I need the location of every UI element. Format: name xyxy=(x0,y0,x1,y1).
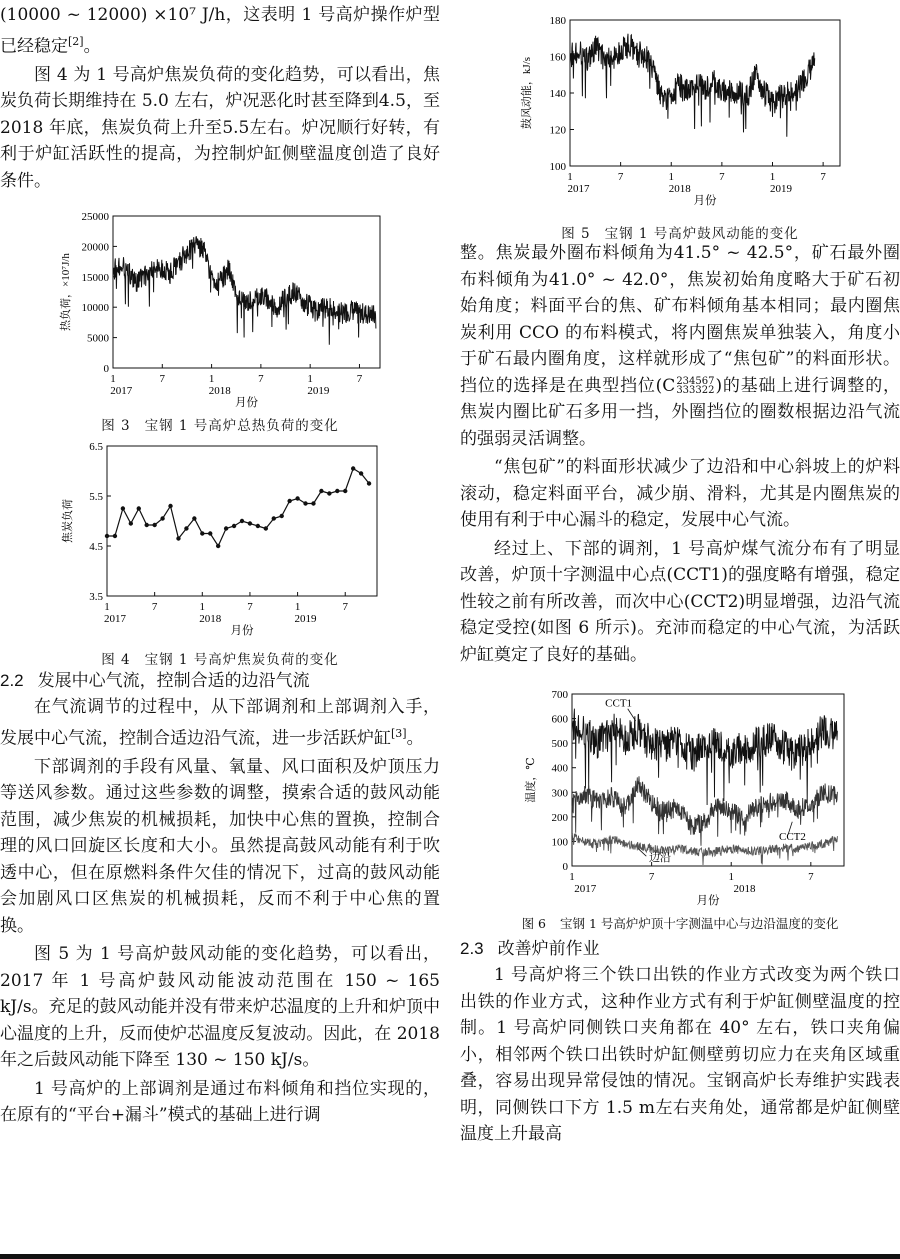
data-point xyxy=(359,471,363,475)
series-label-CCT1: CCT1 xyxy=(605,697,633,710)
x-tick-label: 1 xyxy=(307,373,313,386)
y-tick-label: 3.5 xyxy=(89,591,103,604)
x-tick-label: 7 xyxy=(159,373,166,386)
y-tick-label: 15000 xyxy=(81,271,109,284)
y-tick-label: 700 xyxy=(551,689,568,701)
data-point xyxy=(224,526,228,530)
right-column xyxy=(460,0,900,1150)
data-point xyxy=(311,501,315,505)
y-tick-label: 0 xyxy=(562,861,568,873)
x-tick-label: 1 xyxy=(294,601,301,614)
year-label: 2019 xyxy=(769,183,792,195)
paragraph-continued: 整。焦炭最外圈布料倾角为41.5° ~ 42.5°，矿石最外圈布料倾角为41.0° ~ 42.0°，焦炭初始角度略大于矿石初始角度；料面平台的焦、矿布料倾角基本相同；最内圈焦炭利用 CCO 的布料模式，将内圈焦炭单独装入，角度小于矿石最内圈角度，这样就形成了“焦包矿”的料面形状。挡位的选择是在典型挡位(C 234567 333322 )的基础上进行调整的，焦炭内圈比矿石多用一挡，外圈挡位的圈数根据边沿气流的强弱灵活调整。 xyxy=(460,243,900,449)
x-tick-label: 7 xyxy=(258,373,264,386)
data-point xyxy=(256,524,260,528)
data-point xyxy=(232,524,236,528)
year-label: 2017 xyxy=(103,613,126,626)
series-label-边沿: 边沿 xyxy=(648,852,671,865)
figure-3 xyxy=(0,198,440,436)
data-point xyxy=(176,536,180,540)
y-tick-label: 600 xyxy=(551,713,568,726)
data-point xyxy=(121,506,125,510)
data-point xyxy=(287,499,291,503)
figure-4-caption: 图 4 宝钢 1 号高炉焦炭负荷的变化 xyxy=(101,652,339,669)
year-label: 2018 xyxy=(668,183,691,195)
data-point xyxy=(152,523,156,527)
y-tick-label: 160 xyxy=(549,51,566,64)
gear-subscript: 333322 xyxy=(676,385,715,396)
x-tick-label: 1 xyxy=(199,601,206,614)
paragraph-2-2-d: 1 号高炉的上部调剂是通过布料倾角和挡位实现的，在原有的“平台+漏斗”模式的基础上进行调 xyxy=(0,1078,440,1126)
figure-3-caption: 图 3 宝钢 1 号高炉总热负荷的变化 xyxy=(101,418,339,435)
figure-5 xyxy=(460,0,900,240)
y-tick-label: 200 xyxy=(551,811,568,824)
reference-3[interactable]: [3] xyxy=(391,726,407,740)
y-tick-label: 400 xyxy=(551,762,568,775)
x-axis-label: 月份 xyxy=(230,625,254,638)
data-point xyxy=(351,466,355,470)
section-2-2-heading: 2.2 发展中心气流，控制合适的边沿气流 xyxy=(0,671,310,692)
y-tick-label: 500 xyxy=(551,738,568,751)
x-tick-label: 7 xyxy=(719,171,725,183)
y-tick-label: 10000 xyxy=(81,302,109,315)
x-tick-label: 1 xyxy=(769,171,776,183)
x-tick-label: 1 xyxy=(668,171,674,183)
data-point xyxy=(240,519,244,523)
left-column xyxy=(0,0,440,1131)
year-label: 2019 xyxy=(294,613,317,626)
y-tick-label: 0 xyxy=(103,363,109,376)
x-tick-label: 7 xyxy=(820,171,826,183)
series-label-leader xyxy=(628,709,636,721)
data-point xyxy=(105,534,109,538)
data-point xyxy=(184,526,188,530)
y-tick-label: 100 xyxy=(551,836,568,849)
data-point xyxy=(145,523,149,527)
x-tick-label: 1 xyxy=(569,871,575,883)
y-tick-label: 120 xyxy=(549,124,566,137)
x-tick-label: 1 xyxy=(104,601,110,614)
reference-2[interactable]: [2] xyxy=(68,34,84,48)
paragraph-adjust: 经过上、下部的调剂，1 号高炉煤气流分布有了明显改善，炉顶十字测温中心点(CCT1)的强度略有增强，稳定性较之前有所改善，而次中心(CCT2)明显增强，边沿气流稳定受控(如图 6 所示)。充沛而稳定的中心气流，为活跃炉缸奠定了良好的基础。 xyxy=(460,538,900,665)
x-tick-label: 7 xyxy=(342,601,348,614)
y-tick-label: 5000 xyxy=(87,332,109,345)
data-point xyxy=(129,521,133,525)
year-label: 2019 xyxy=(307,385,330,398)
x-axis-label: 月份 xyxy=(235,397,258,409)
data-point xyxy=(280,514,284,518)
x-tick-label: 1 xyxy=(208,373,215,386)
y-axis-label: 鼓风动能，kJ/s xyxy=(521,56,533,130)
year-label: 2018 xyxy=(733,883,756,895)
x-axis-label: 月份 xyxy=(696,895,720,907)
data-point xyxy=(272,516,276,520)
figure-5-caption: 图 5 宝钢 1 号高炉鼓风动能的变化 xyxy=(561,226,799,242)
year-label: 2018 xyxy=(208,385,231,398)
data-point xyxy=(192,516,196,520)
y-tick-label: 180 xyxy=(549,15,566,27)
y-tick-label: 140 xyxy=(549,88,566,100)
data-point xyxy=(303,501,307,505)
data-point xyxy=(319,489,323,493)
y-tick-label: 25000 xyxy=(81,211,109,224)
year-label: 2017 xyxy=(567,183,590,195)
x-tick-label: 1 xyxy=(110,373,116,386)
data-point xyxy=(335,489,339,493)
paragraph-2-2-c: 图 5 为 1 号高炉鼓风动能的变化趋势，可以看出，2017 年 1 号高炉鼓风动能波动范围在 150 ~ 165 kJ/s。充足的鼓风动能并没有带来炉芯温度的上升和炉顶中心温度的上升，反而使炉芯温度反复波动。因此，在 2018 年之后鼓风动能下降至 130 ~ 150 kJ/s。 xyxy=(0,944,440,1071)
figure-6 xyxy=(460,674,900,936)
series-line-fig3 xyxy=(113,237,376,345)
data-point xyxy=(264,526,268,530)
chart-fig4 xyxy=(0,436,440,642)
section-2-3-heading: 2.3 改善炉前作业 xyxy=(460,939,600,959)
paragraph-fig4-intro: 图 4 为 1 号高炉焦炭负荷的变化趋势，可以看出，焦炭负荷长期维持在 5.0 左右，炉况恶化时甚至降到4.5，至 2018 年底，焦炭负荷上升至5.5左右。炉况顺行好转，有利于炉缸活跃性的提高，为控制炉缸侧壁温度创造了良好条件。 xyxy=(0,64,440,191)
page-bottom-rule xyxy=(0,1254,900,1259)
year-label: 2017 xyxy=(574,883,597,895)
figure-4 xyxy=(0,436,440,668)
x-tick-label: 7 xyxy=(151,601,158,614)
data-point xyxy=(208,531,212,535)
y-axis-label: 热负荷，×10⁷J/h xyxy=(60,253,72,332)
gear-superscript: 234567 xyxy=(676,376,715,387)
x-tick-label: 7 xyxy=(648,871,655,883)
x-tick-label: 7 xyxy=(247,601,253,614)
data-point xyxy=(113,534,117,538)
x-tick-label: 1 xyxy=(728,871,734,883)
paragraph-jbk: “焦包矿”的料面形状减少了边沿和中心斜坡上的炉料滚动，稳定料面平台，减少崩、滑料，尤其是内圈焦炭的使用有利于中心漏斗的稳定，发展中心气流。 xyxy=(460,457,900,530)
series-label-CCT2: CCT2 xyxy=(778,831,806,844)
data-point xyxy=(295,496,299,500)
x-tick-label: 7 xyxy=(808,871,814,883)
data-point xyxy=(248,521,252,525)
data-point xyxy=(367,481,371,485)
y-tick-label: 6.5 xyxy=(89,441,103,454)
chart-fig5 xyxy=(460,0,900,216)
y-tick-label: 100 xyxy=(549,161,566,173)
figure-6-caption: 图 6 宝钢 1 号高炉炉顶十字测温中心与边沿温度的变化 xyxy=(521,916,839,931)
y-tick-label: 20000 xyxy=(81,241,109,254)
data-point xyxy=(168,504,172,508)
y-tick-label: 5.5 xyxy=(89,491,103,504)
data-point xyxy=(327,491,331,495)
paragraph-top: (10000 ~ 12000) ×10⁷ J/h，这表明 1 号高炉操作炉型已经稳定[2]。 xyxy=(0,5,440,57)
x-axis-label: 月份 xyxy=(693,195,717,207)
y-axis-label: 温度，℃ xyxy=(525,757,537,803)
paragraph-2-3: 1 号高炉将三个铁口出铁的作业方式改变为两个铁口出铁的作业方式，这种作业方式有利于炉缸侧壁温度的控制。1 号高炉同侧铁口夹角都在 40° 左右，铁口夹角偏小，相邻两个铁口出铁时炉缸侧壁剪切应力在夹角区域重叠，容易出现异常侵蚀的情况。宝钢高炉长寿维护实践表明，同侧铁口下方 1.5 m左右夹角处，通常都是炉缸侧壁温度上升最高 xyxy=(460,965,900,1144)
plot-frame xyxy=(113,216,380,368)
data-point xyxy=(137,506,141,510)
data-point xyxy=(200,531,204,535)
year-label: 2018 xyxy=(199,613,222,626)
paragraph-2-2-b: 下部调剂的手段有风量、氧量、风口面积及炉顶压力等送风参数。通过这些参数的调整，摸索合适的鼓风动能范围，减少焦炭的机械损耗，加快中心焦的置换，控制合理的风口回旋区长度和大小。虽然提高鼓风动能有利于吹透中心，但在原燃料条件欠佳的情况下，过高的鼓风动能会加剧风口区焦炭的机械损耗，反而不利于中心焦的置换。 xyxy=(0,756,440,936)
y-axis-label: 焦炭负荷 xyxy=(62,499,74,544)
x-tick-label: 7 xyxy=(617,171,624,183)
data-point xyxy=(343,489,347,493)
data-point xyxy=(216,544,220,548)
x-tick-label: 7 xyxy=(356,373,363,386)
year-label: 2017 xyxy=(110,385,133,398)
chart-fig3 xyxy=(0,198,440,408)
paragraph-2-2-a: 在气流调节的过程中，从下部调剂和上部调剂入手，发展中心气流，控制合适边沿气流，进一步活跃炉缸[3]。 xyxy=(0,697,440,749)
data-point xyxy=(160,516,164,520)
y-tick-label: 4.5 xyxy=(89,541,103,554)
y-tick-label: 300 xyxy=(551,787,568,800)
x-tick-label: 1 xyxy=(567,171,573,183)
chart-fig6 xyxy=(460,674,900,908)
series-line-fig5 xyxy=(570,34,815,137)
series-line-fig4 xyxy=(107,469,369,547)
